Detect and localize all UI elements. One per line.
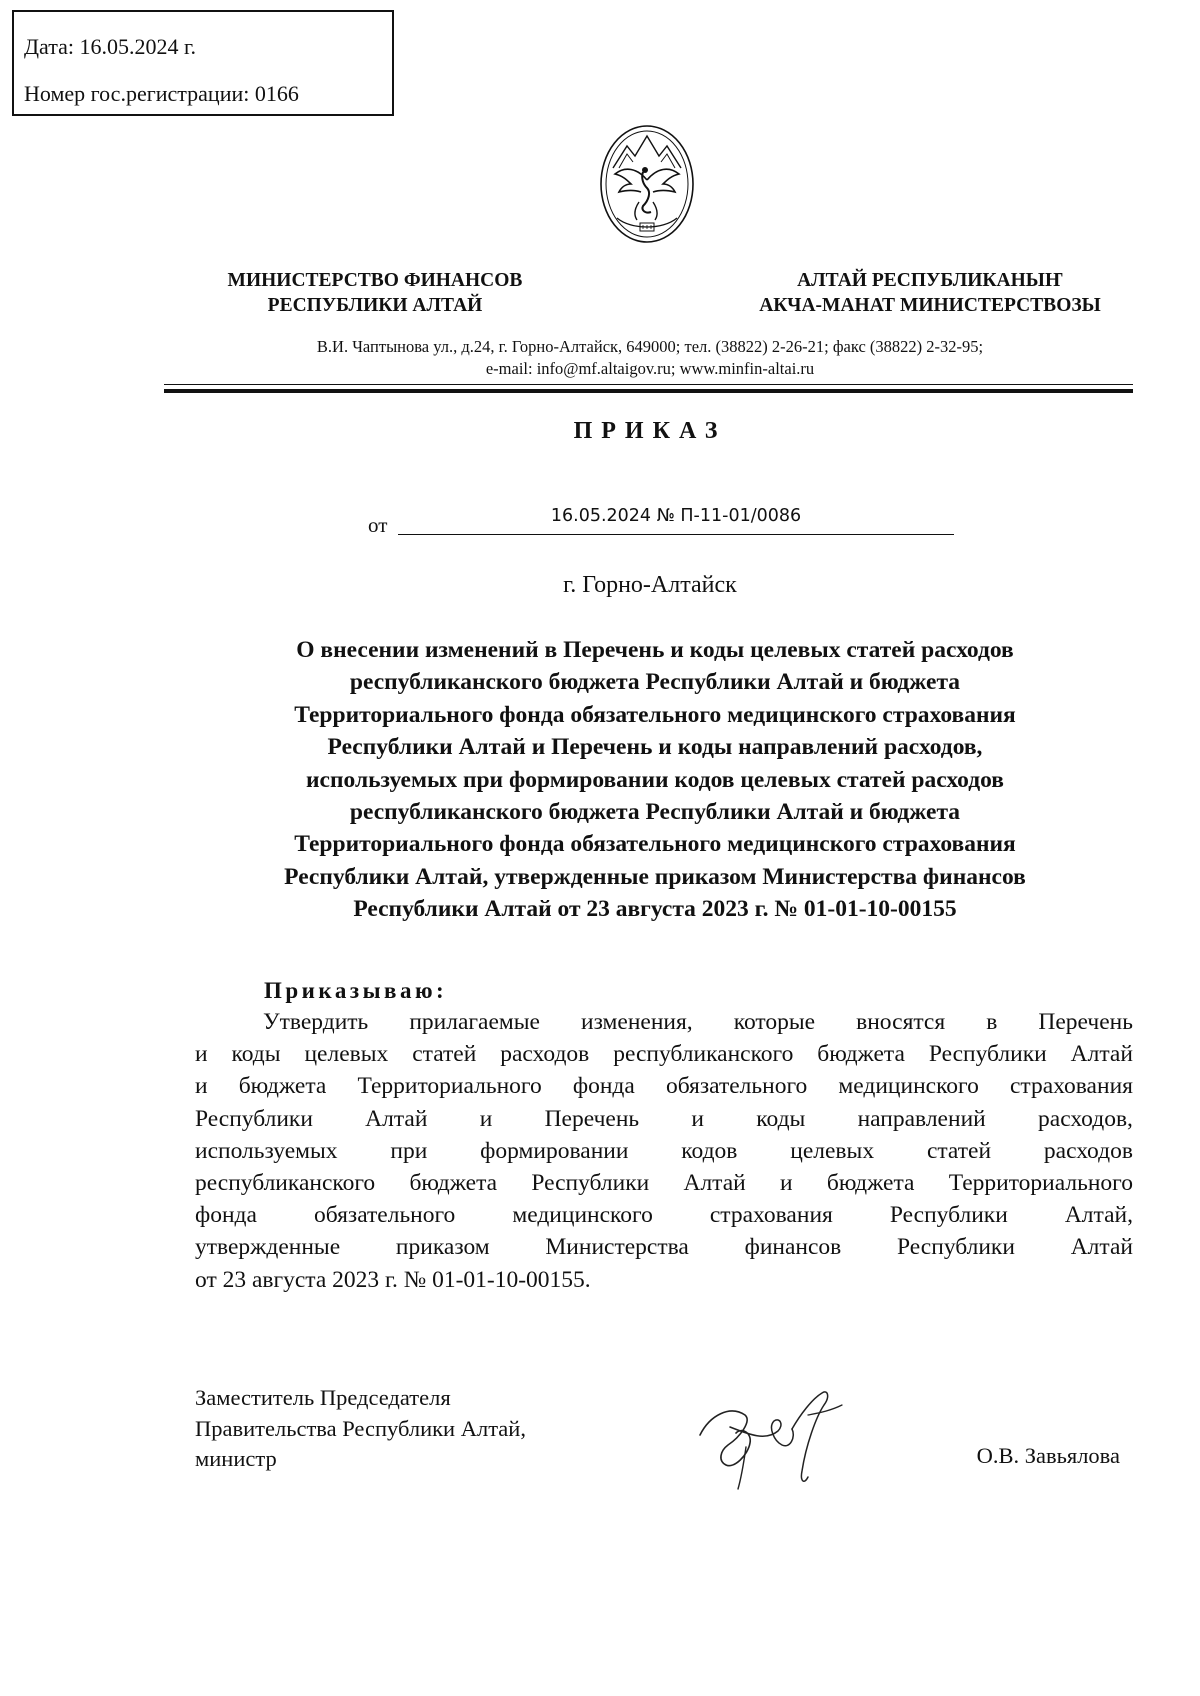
order-heading [200, 634, 1110, 926]
body-word: целевых [304, 1041, 389, 1068]
ministry-name-altai [730, 268, 1130, 318]
address-line2: e-mail: info@mf.altaigov.ru; www.minfin-altai.ru [485, 359, 815, 378]
body-word: коды [231, 1041, 281, 1068]
body-word: бюджета [817, 1041, 905, 1068]
order-date-number: 16.05.2024 № П-11-01/0086 [550, 506, 802, 526]
registration-date [24, 36, 196, 58]
header-divider-thick [164, 389, 1133, 393]
signer-position-line1: Заместитель Председателя [195, 1385, 451, 1410]
ministry-name-russian [200, 268, 550, 318]
body-word: Республики [928, 1041, 1047, 1068]
body-line [195, 1006, 1133, 1038]
body-word: бюджета [409, 1170, 498, 1197]
body-word: которые [733, 1009, 816, 1035]
body-word: обязательного [314, 1202, 456, 1229]
signer-name: О.В. Завьялова [976, 1443, 1120, 1468]
handwritten-signature [690, 1375, 850, 1495]
order-directive-word: Приказываю: [264, 978, 448, 1003]
body-line [195, 1103, 1133, 1135]
body-word: статей [926, 1137, 992, 1164]
body-line [195, 1231, 1133, 1263]
registration-box [12, 10, 394, 116]
heading-line: Территориального фонда обязательного медицинского страхования [294, 701, 1016, 728]
body-word: коды [756, 1105, 806, 1132]
body-word: обязательного [665, 1073, 808, 1100]
body-word: Республики [531, 1170, 650, 1197]
body-word: Алтай, [1064, 1202, 1133, 1229]
body-word: Министерства [545, 1234, 689, 1261]
signer-position-line3: министр [195, 1446, 277, 1471]
order-from-label: от [368, 513, 388, 537]
body-word: фонда [572, 1073, 635, 1100]
body-word: изменения, [581, 1009, 693, 1035]
body-line: от 23 августа 2023 г. № 01-01-10-00155. [195, 1266, 591, 1293]
body-word: целевых [790, 1137, 875, 1164]
body-word: утвержденные [195, 1234, 341, 1261]
body-word: вносятся [856, 1009, 946, 1035]
body-word: Алтай [365, 1105, 428, 1132]
body-word: финансов [744, 1234, 842, 1261]
body-word: расходов, [1038, 1105, 1133, 1132]
registration-number-label: Номер гос.регистрации: [24, 81, 250, 106]
heading-line: используемых при формировании кодов целевых статей расходов [306, 766, 1004, 793]
body-word: республиканского [195, 1170, 376, 1197]
body-word: прилагаемые [409, 1009, 540, 1035]
registration-number-value: 0166 [254, 81, 299, 106]
body-word: Алтай [683, 1170, 746, 1197]
body-word: бюджета [826, 1170, 915, 1197]
order-date-underline [398, 534, 954, 535]
body-word: и [780, 1170, 793, 1197]
body-word: при [390, 1137, 428, 1164]
heading-line: Республики Алтай, утвержденные приказом Министерства финансов [284, 863, 1026, 890]
body-word: фонда [195, 1202, 257, 1229]
body-word: страхования [709, 1202, 833, 1229]
body-word: Республики [195, 1105, 313, 1132]
body-line [195, 1199, 1133, 1231]
signer-position [195, 1383, 526, 1475]
body-line [195, 1167, 1133, 1199]
body-word: Республики [897, 1234, 1015, 1261]
body-word: и [691, 1105, 704, 1132]
body-word: в [986, 1009, 998, 1035]
order-body [195, 1006, 1133, 1296]
order-title: ПРИКАЗ [573, 418, 727, 444]
body-word: и [195, 1041, 208, 1068]
body-word: Алтай [1070, 1234, 1133, 1261]
body-word: Республики [889, 1202, 1008, 1229]
registration-date-label: Дата: [24, 34, 74, 59]
body-word: медицинского [838, 1073, 979, 1100]
body-word: статей [412, 1041, 477, 1068]
body-word: Территориального [948, 1170, 1133, 1197]
body-word: формировании [480, 1137, 629, 1164]
body-line [195, 1038, 1133, 1070]
ministry-name-altai-line1: АЛТАЙ РЕСПУБЛИКАНЫҤ [797, 270, 1063, 291]
order-city: г. Горно-Алтайск [563, 572, 737, 598]
body-word: Утвердить [263, 1009, 369, 1035]
body-word: используемых [195, 1137, 338, 1164]
body-word: страхования [1010, 1073, 1133, 1100]
body-word: Алтай [1070, 1041, 1133, 1068]
ministry-address [150, 336, 1150, 380]
body-word: республиканского [613, 1041, 794, 1068]
registration-date-value: 16.05.2024 г. [79, 34, 197, 59]
body-line [195, 1135, 1133, 1167]
ministry-name-altai-line2: АКЧА-МАНАТ МИНИСТЕРСТВОЗЫ [759, 295, 1101, 316]
body-word: кодов [681, 1137, 738, 1164]
heading-line: Республики Алтай и Перечень и коды направлений расходов, [327, 734, 983, 761]
body-word: и [479, 1105, 493, 1132]
header-divider-thin [164, 384, 1133, 385]
heading-line: Республики Алтай от 23 августа 2023 г. № 01-01-10-00155 [353, 896, 957, 923]
signer-position-line2: Правительства Республики Алтай, [195, 1415, 526, 1441]
address-line1: В.И. Чаптынова ул., д.24, г. Горно-Алтайск, 649000; тел. (38822) 2-26-21; факс (38822) 2-32-95; [316, 337, 984, 356]
body-word: приказом [395, 1234, 490, 1261]
ministry-name-russian-line1: МИНИСТЕРСТВО ФИНАНСОВ [227, 270, 523, 291]
body-word: медицинского [512, 1202, 653, 1229]
ministry-name-russian-line2: РЕСПУБЛИКИ АЛТАЙ [267, 295, 483, 316]
coat-of-arms-emblem [597, 122, 697, 246]
body-word: и [195, 1073, 208, 1100]
body-word: расходов [500, 1041, 590, 1068]
body-word: бюджета [238, 1073, 327, 1100]
registration-number [24, 83, 299, 105]
body-word: расходов [1043, 1137, 1133, 1164]
heading-line: Территориального фонда обязательного медицинского страхования [294, 831, 1016, 858]
body-word: Перечень [544, 1105, 640, 1132]
body-word: направлений [857, 1105, 986, 1132]
body-line [195, 1070, 1133, 1102]
heading-line: О внесении изменений в Перечень и коды целевых статей расходов [296, 637, 1014, 663]
body-word: Перечень [1038, 1009, 1133, 1035]
heading-line: республиканского бюджета Республики Алтай и бюджета [349, 669, 961, 696]
body-word: Территориального [357, 1073, 542, 1100]
heading-line: республиканского бюджета Республики Алтай и бюджета [349, 799, 961, 826]
